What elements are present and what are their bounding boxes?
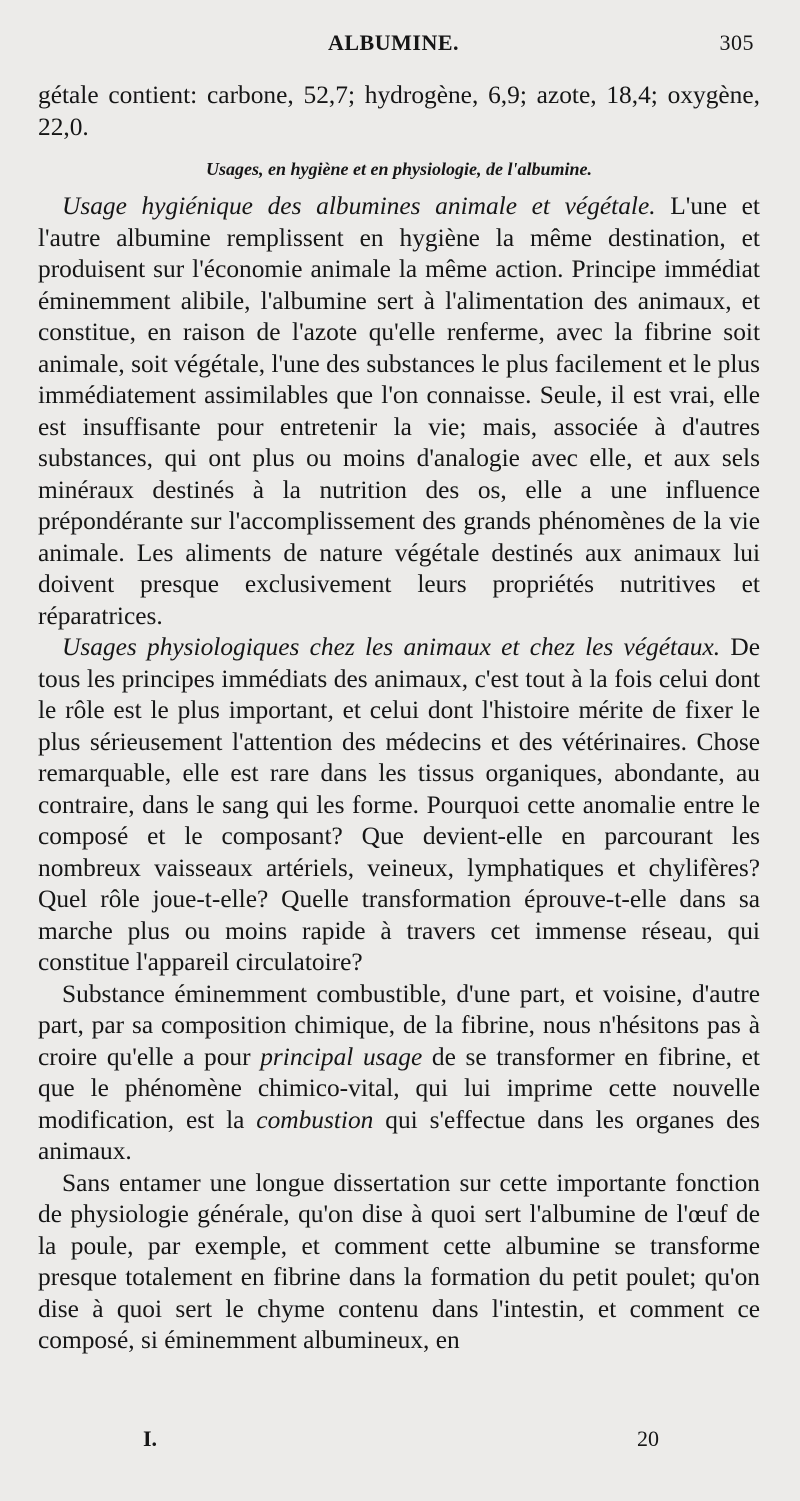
paragraph-dissertation: Sans entamer une longue dissertation sur cette importante fonction de physiologie générale, qu'on dise à quoi sert l'albumine de l'œuf de la poule, par exemple, et comment cette albumine se transforme presque totalement en fibrine dans la formation du petit poulet; qu'on dise à quoi sert le chyme contenu dans l'intestin, et comment ce composé, si éminemment albumineux, en [38, 1168, 760, 1354]
emphasis-principal-usage: principal usage [260, 1042, 423, 1071]
emphasis-combustion: combustion [256, 1105, 374, 1134]
running-title: ALBUMINE. [328, 30, 460, 55]
paragraph-text-physiological: De tous les principes immédiats des animaux, c'est tout à la fois celui dont le rôle est le plus important, et celui dont l'histoire mérite de fixer le plus sérieusement l'attention des médecins et des vétérinaires. Chose remarquable, elle est rare dans les tissus organiques, abondante, au contraire, dans le sang qui les forme. Pourquoi cette anomalie entre le composé et le composant? Que devient-elle en parcourant les nombreux vaisseaux artériels, veineux, lymphatiques et chylifères? Quel rôle joue-t-elle? Quelle transformation éprouve-t-elle dans sa marche plus ou moins rapide à travers cet immense réseau, qui constitue l'appareil circulatoire? [38, 633, 760, 976]
page-body [38, 80, 760, 1357]
signature-mark: I. [143, 1426, 158, 1451]
intro-paragraph: gétale contient: carbone, 52,7; hydrogène, 6,9; azote, 18,4; oxygène, 22,0. [38, 81, 760, 141]
section-heading [38, 156, 760, 182]
section-heading-text: Usages, en hygiène et en physiologie, de l'albumine. [206, 159, 592, 179]
paragraph-hygienic-usage [38, 191, 760, 632]
paragraph-combustion-part1: Substance éminemment combustible, d'une part, et voisine, d'autre part, par sa composition chimique, de la fibrine, nous n'hésitons pas à croire qu'elle a pour [38, 979, 760, 1071]
page-footer [0, 1426, 800, 1456]
page-number: 305 [719, 30, 754, 55]
paragraph-text-hygienic: L'une et l'autre albumine remplissent en hygiène la même destination, et produisent sur l'économie animale la même action. Principe immédiat éminemment alibile, l'albumine sert à l'alimentation des animaux, et constitue, en raison de l'azote qu'elle renferme, avec la fibrine soit animale, soit végétale, l'une des substances le plus facilement et le plus immédiatement assimilables que l'on connaisse. Seule, il est vrai, elle est insuffisante pour entretenir la vie; mais, associée à d'autres substances, qui ont plus ou moins d'analogie avec elle, et aux sels minéraux destinés à la nutrition des os, elle a une influence prépondérante sur l'accomplissement des grands phénomènes de la vie animale. Les aliments de nature végétale destinés aux animaux lui doivent presque exclusivement leurs propriétés nutritives et réparatrices. [38, 192, 760, 630]
paragraph-combustion-part2: de se transformer en fibrine, et que le phénomène chimico-vital, qui lui imprime cette nouvelle modification, est la [38, 1042, 760, 1134]
running-header [0, 30, 800, 64]
paragraph-physiological-usage [38, 632, 760, 979]
paragraph-lead-hygienic: Usage hygiénique des albumines animale et végétale. [62, 192, 656, 220]
paragraph-combustion [38, 979, 760, 1168]
sheet-number: 20 [637, 1426, 659, 1451]
paragraph-lead-physiological: Usages physiologiques chez les animaux et chez les végétaux. [62, 633, 721, 661]
paragraph-combustion-part3: qui s'effectue dans les organes des animaux. [38, 1105, 760, 1165]
